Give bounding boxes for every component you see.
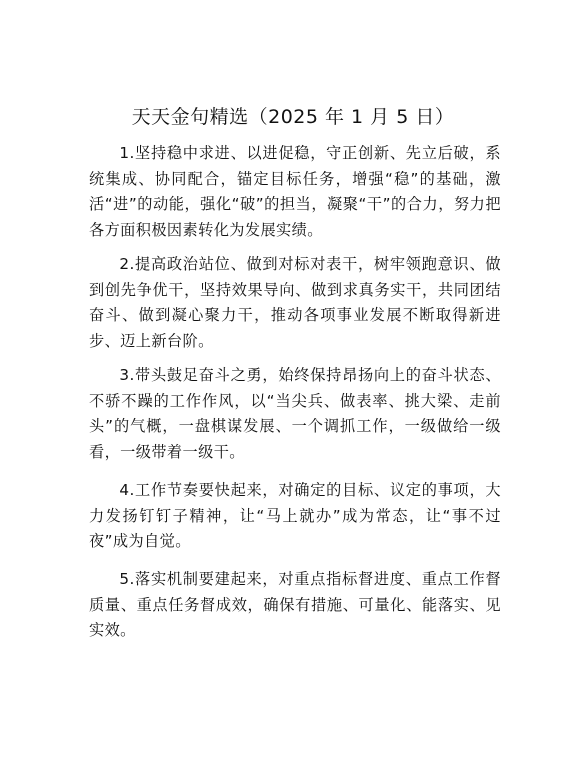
quote-paragraph-3: 3.带头鼓足奋斗之勇，始终保持昂扬向上的奋斗状态、不骄不躁的工作作风，以“当尖兵、做表率、挑大梁、走前头”的气概，一盘棋谋发展、一个调抓工作，一级做给一级看，一级带着一级干。 xyxy=(89,366,501,461)
quote-paragraph-4: 4.工作节奏要快起来，对确定的目标、议定的事项，大力发扬钉钉子精神，让“马上就办”成为常态，让“事不过夜”成为自觉。 xyxy=(89,481,501,550)
quote-paragraph-5: 5.落实机制要建起来，对重点指标督进度、重点工作督质量、重点任务督成效，确保有措施、可量化、能落实、见实效。 xyxy=(89,570,501,639)
document-title: 天天金句精选（2025 年 1 月 5 日） xyxy=(131,106,455,128)
quote-paragraph-2: 2.提高政治站位、做到对标对表干，树牢领跑意识、做到创先争优干，坚持效果导向、做到求真务实干，共同团结奋斗、做到凝心聚力干，推动各项事业发展不断取得新进步、迈上新台阶。 xyxy=(89,255,501,350)
quote-paragraph-1: 1.坚持稳中求进、以进促稳，守正创新、先立后破，系统集成、协同配合，锚定目标任务，增强“稳”的基础，激活“进”的动能，强化“破”的担当，凝聚“干”的合力，努力把各方面积极因素转化为发展实绩。 xyxy=(89,144,501,239)
